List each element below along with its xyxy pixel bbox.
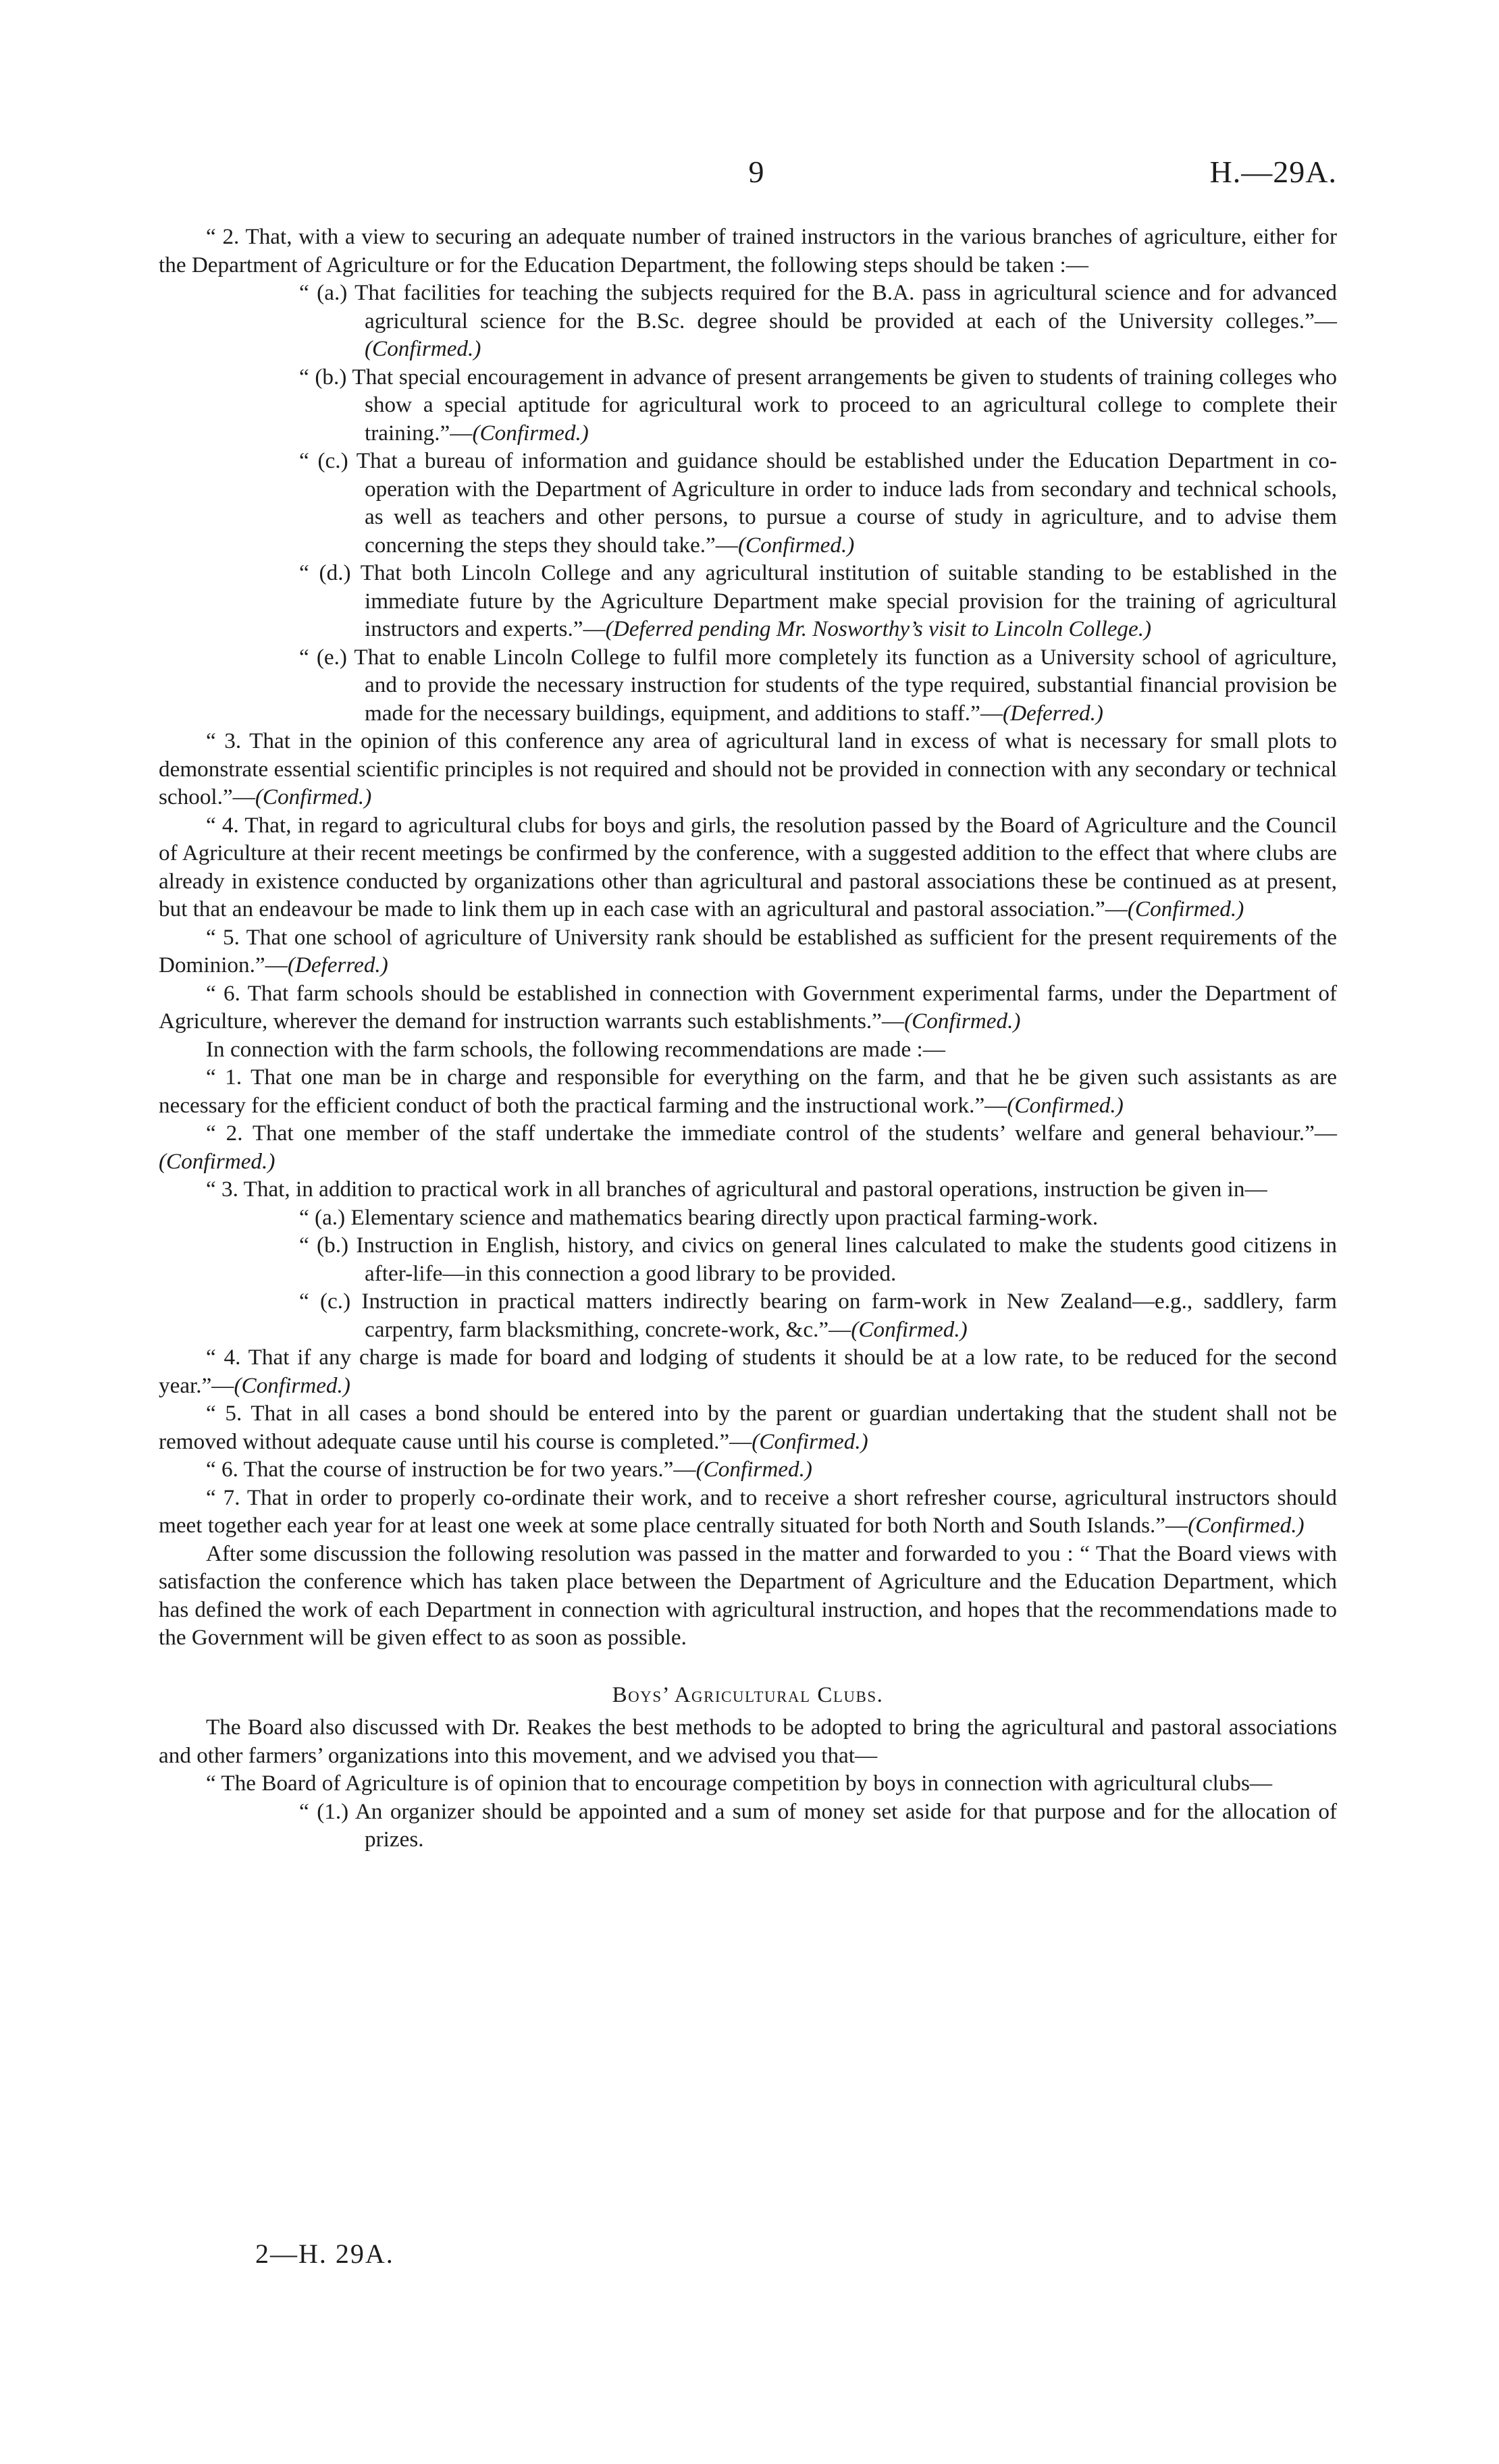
- paragraph-clubs-discussion: The Board also discussed with Dr. Reakes the best methods to be adopted to bring the agricultural and pastoral associations and other farmers’ organizations into this movement, and we advised you that—: [159, 1715, 1337, 1768]
- signature-mark: 2—H. 29A.: [255, 2239, 394, 2269]
- body-text: [159, 223, 1337, 1854]
- sub-item-2d: “ (d.) That both Lincoln College and any agricultural institution of suitable standing to be established in the immediate future by the Agriculture Department make special provision for the training of agricultural instructors and experts.”—(Deferred pending Mr. Nosworthy’s visit to Lincoln College.): [299, 560, 1337, 641]
- paragraph-farm-recommendation-5: “ 5. That in all cases a bond should be entered into by the parent or guardian undertaking that the student shall not be removed without adequate cause until his course is completed.”—(Confirmed.): [159, 1401, 1337, 1454]
- paragraph-farm-schools-intro: In connection with the farm schools, the following recommendations are made :—: [206, 1036, 945, 1062]
- paragraph-resolution-4: “ 4. That, in regard to agricultural clubs for boys and girls, the resolution passed by the Board of Agriculture and the Council of Agriculture at their recent meetings be confirmed by the conference, with a suggested addition to the effect that where clubs are already in existence conducted by organizations other than agricultural and pastoral associations these be continued as at present, but that an endeavour be made to link them up in each case with an agricultural and pastoral association.”—(Confirmed.): [159, 812, 1337, 921]
- paragraph-board-resolution: After some discussion the following resolution was passed in the matter and forwarded to you : “ That the Board views with satisfaction the conference which has taken place between the Department of Agriculture and the Education Department, which has defined the work of each Department in connection with agricultural instruction, and hopes that the recommendations made to the Government will be given effect to as soon as possible.: [159, 1541, 1337, 1650]
- paragraph-farm-recommendation-1: “ 1. That one man be in charge and responsible for everything on the farm, and that he be given such assistants as are necessary for the efficient conduct of both the practical farming and the instructional work.”—(Confirmed.): [159, 1065, 1337, 1118]
- paragraph-resolution-2: “ 2. That, with a view to securing an adequate number of trained instructors in the various branches of agriculture, either for the Department of Agriculture or for the Education Department, the following steps should be taken :—: [159, 224, 1337, 277]
- sub-item-2c: “ (c.) That a bureau of information and guidance should be established under the Education Department in co-operation with the Department of Agriculture in order to induce lads from secondary and technical schools, as well as teachers and other persons, to pursue a course of study in agriculture, and to advise them concerning the steps they should take.”—(Confirmed.): [299, 448, 1337, 558]
- page-number: 9: [748, 155, 764, 189]
- section-heading: Boys’ Agricultural Clubs.: [612, 1682, 884, 1707]
- paragraph-farm-recommendation-2: “ 2. That one member of the staff undertake the immediate control of the students’ welfare and general behaviour.”—(Confirmed.): [159, 1121, 1337, 1174]
- paragraph-farm-recommendation-3: “ 3. That, in addition to practical work in all branches of agricultural and pastoral operations, instruction be given in—: [206, 1177, 1267, 1202]
- sub-item-3a: “ (a.) Elementary science and mathematics bearing directly upon practical farming-work.: [299, 1204, 1099, 1230]
- sub-item-2b: “ (b.) That special encouragement in advance of present arrangements be given to students of training colleges who show a special aptitude for agricultural work to proceed to an agricultural college to complete their training.”—(Confirmed.): [299, 364, 1337, 446]
- paragraph-resolution-6: “ 6. That farm schools should be established in connection with Government experimental farms, under the Department of Agriculture, wherever the demand for instruction warrants such establishments.”—(Confirmed.): [159, 980, 1337, 1034]
- paragraph-clubs-opinion: “ The Board of Agriculture is of opinion that to encourage competition by boys in connection with agricultural clubs—: [206, 1771, 1273, 1796]
- sub-item-3c: “ (c.) Instruction in practical matters indirectly bearing on farm-work in New Zealand—e.g., saddlery, farm carpentry, farm blacksmithing, concrete-work, &c.”—(Confirmed.): [299, 1289, 1337, 1342]
- paragraph-farm-recommendation-4: “ 4. That if any charge is made for board and lodging of students it should be at a low rate, to be reduced for the second year.”—(Confirmed.): [159, 1345, 1337, 1398]
- sub-item-3b: “ (b.) Instruction in English, history, and civics on general lines calculated to make the students good citizens in after-life—in this connection a good library to be provided.: [299, 1233, 1337, 1286]
- sub-item-clubs-1: “ (1.) An organizer should be appointed and a sum of money set aside for that purpose and for the allocation of prizes.: [299, 1798, 1337, 1852]
- sub-item-2a: “ (a.) That facilities for teaching the subjects required for the B.A. pass in agricultural science and for advanced agricultural science for the B.Sc. degree should be provided at each of the University colleges.”—(Confirmed.): [299, 280, 1337, 361]
- paragraph-farm-recommendation-6: “ 6. That the course of instruction be for two years.”—(Confirmed.): [206, 1457, 812, 1482]
- paragraph-farm-recommendation-7: “ 7. That in order to properly co-ordinate their work, and to receive a short refresher course, agricultural instructors should meet together each year for at least one week at some place centrally situated for both North and South Islands.”—(Confirmed.): [159, 1484, 1337, 1538]
- sub-item-2e: “ (e.) That to enable Lincoln College to fulfil more completely its function as a University school of agriculture, and to provide the necessary instruction for students of the type required, substantial financial provision be made for the necessary buildings, equipment, and additions to staff.”—(Deferred.): [299, 644, 1337, 726]
- paragraph-resolution-3: “ 3. That in the opinion of this conference any area of agricultural land in excess of what is necessary for small plots to demonstrate essential scientific principles is not required and should not be provided in connection with any secondary or technical school.”—(Confirmed.): [159, 728, 1337, 809]
- paragraph-resolution-5: “ 5. That one school of agriculture of University rank should be established as sufficient for the present requirements of the Dominion.”—(Deferred.): [159, 924, 1337, 977]
- document-reference: H.—29A.: [1209, 155, 1337, 189]
